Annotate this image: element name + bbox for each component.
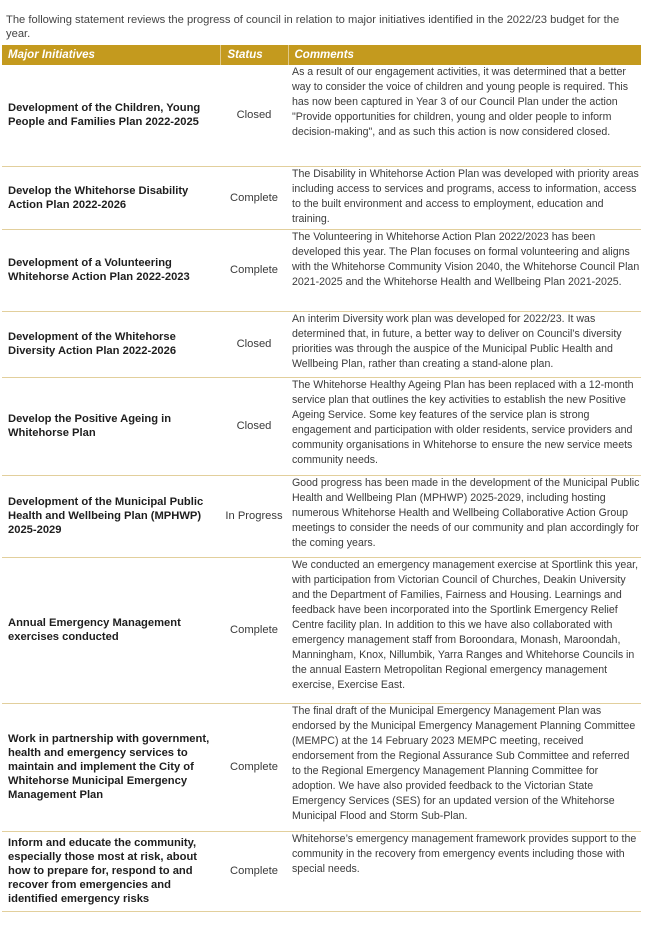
status-cell: Closed — [220, 377, 288, 475]
status-cell: Complete — [220, 166, 288, 229]
comment-cell: An interim Diversity work plan was developed for 2022/23. It was determined that, in future, a better way to deliver on Council’s diversity priorities was through the auspice of the Municipal Public Health and Wellbeing Plan, rather than creating a stand-alone plan. — [288, 311, 641, 377]
table-row — [2, 557, 641, 703]
initiative-cell: Develop the Whitehorse Disability Action Plan 2022-2026 — [2, 166, 220, 229]
initiative-cell: Develop the Positive Ageing in Whitehorse Plan — [2, 377, 220, 475]
comment-cell: The Whitehorse Healthy Ageing Plan has been replaced with a 12-month service plan that outlines the key activities to establish the new Positive Ageing Service. Some key features of the service plan is strong engagement and participation with older residents, service providers and community organisations in Whitehorse to ensure the new service meets community needs. — [288, 377, 641, 475]
status-cell: Complete — [220, 831, 288, 911]
comment-cell: Good progress has been made in the development of the Municipal Public Health and Wellbeing Plan (MPHWP) 2025-2029, including hosting numerous Whitehorse Health and Wellbeing Collaborative Action Group meetings to consider the needs of our community and plan accordingly for the coming years. — [288, 475, 641, 557]
initiative-cell: Work in partnership with government, health and emergency services to maintain and implement the City of Whitehorse Municipal Emergency Management Plan — [2, 703, 220, 831]
comment-cell: As a result of our engagement activities, it was determined that a better way to consider the voice of children and young people is required. This has now been captured in Year 3 of our Council Plan under the action "Provide opportunities for children, young and older people to inform decision-making", and as such this action is now considered closed. — [288, 65, 641, 166]
comment-cell: We conducted an emergency management exercise at Sportlink this year, with participation from Victorian Council of Churches, Deakin University and the Department of Families, Fairness and Housing. Learnings and feedback have been incorporated into the Sportlink Emergency Relief Centre facility plan. In addition to this we have also collaborated with emergency management staff from Boroondara, Monash, Maroondah, Manningham, Knox, Nillumbik, Yarra Ranges and Whitehorse Councils in the annual Eastern Metropolitan Regional emergency management exercise, Exercise East. — [288, 557, 641, 703]
major-initiatives-table — [2, 45, 641, 912]
comment-cell: The Disability in Whitehorse Action Plan was developed with priority areas including access to services and programs, access to information, access to the built environment and access to employment, education and training. — [288, 166, 641, 229]
status-cell: Closed — [220, 65, 288, 166]
header-status: Status — [220, 45, 288, 65]
initiative-cell: Development of a Volunteering Whitehorse Action Plan 2022-2023 — [2, 229, 220, 311]
initiative-cell: Development of the Municipal Public Health and Wellbeing Plan (MPHWP) 2025-2029 — [2, 475, 220, 557]
initiative-cell: Development of the Whitehorse Diversity Action Plan 2022-2026 — [2, 311, 220, 377]
table-row — [2, 65, 641, 166]
status-cell: In Progress — [220, 475, 288, 557]
table-row — [2, 229, 641, 311]
comment-cell: Whitehorse’s emergency management framework provides support to the community in the recovery from emergency events including those with special needs. — [288, 831, 641, 911]
header-comments: Comments — [288, 45, 641, 65]
header-major-initiatives: Major Initiatives — [2, 45, 220, 65]
status-cell: Complete — [220, 229, 288, 311]
initiative-cell: Annual Emergency Management exercises conducted — [2, 557, 220, 703]
comment-cell: The final draft of the Municipal Emergency Management Plan was endorsed by the Municipal Emergency Management Planning Committee (MEMPC) at the 14 February 2023 MEMPC meeting, received endorsement from the Regional Assurance Sub Committee and referred to the Regional Emergency Management Planning Committee for adoption. We have also provided feedback to the Victorian State Emergency Services (SES) for an updated version of the Whitehorse Municipal Flood and Storm Sub-Plan. — [288, 703, 641, 831]
table-row — [2, 166, 641, 229]
status-cell: Complete — [220, 557, 288, 703]
table-row — [2, 703, 641, 831]
comment-cell: The Volunteering in Whitehorse Action Plan 2022/2023 has been developed this year. The Plan focuses on formal volunteering and aligns with the Whitehorse Community Vision 2040, the Whitehorse Council Plan 2021-2025 and the Whitehorse Health and Wellbeing Plan 2021-2025. — [288, 229, 641, 311]
table-row — [2, 475, 641, 557]
initiative-cell: Development of the Children, Young People and Families Plan 2022-2025 — [2, 65, 220, 166]
initiative-cell: Inform and educate the community, especially those most at risk, about how to prepare for, respond to and recover from emergencies and identified emergency risks — [2, 831, 220, 911]
table-row — [2, 377, 641, 475]
table-row — [2, 831, 641, 911]
table-row — [2, 311, 641, 377]
status-cell: Complete — [220, 703, 288, 831]
table-header-row — [2, 45, 641, 65]
intro-paragraph: The following statement reviews the progress of council in relation to major initiatives identified in the 2022/23 budget for the year. — [6, 14, 620, 40]
status-cell: Closed — [220, 311, 288, 377]
